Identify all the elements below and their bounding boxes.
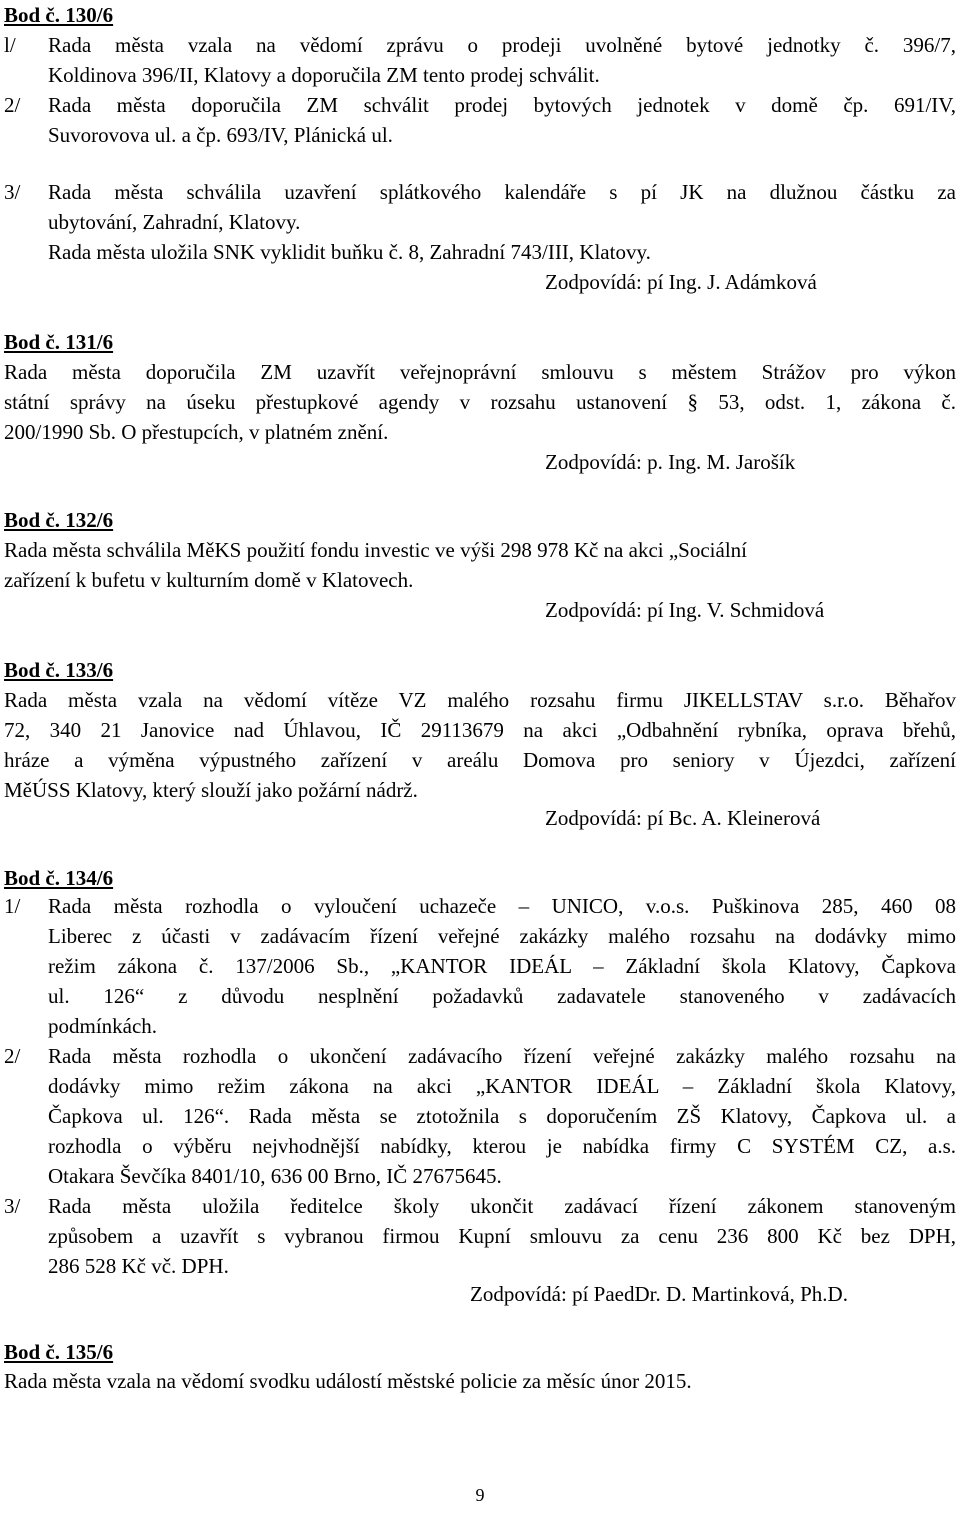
paragraph-line: Rada města uložila SNK vyklidit buňku č. 8, Zahradní 743/III, Klatovy. <box>48 240 651 264</box>
responsible-person: Zodpovídá: pí Ing. J. Adámková <box>545 270 817 294</box>
responsible-person: Zodpovídá: pí Bc. A. Kleinerová <box>545 806 821 830</box>
paragraph-line: způsobem a uzavřít s vybranou firmou Kupní smlouvu za cenu 236 800 Kč bez DPH, <box>48 1224 956 1248</box>
paragraph-line: Suvorovova ul. a čp. 693/IV, Plánická ul. <box>48 123 393 147</box>
responsible-person: Zodpovídá: p. Ing. M. Jarošík <box>545 450 796 474</box>
responsible-person: Zodpovídá: pí Ing. V. Schmidová <box>545 598 825 622</box>
page-number: 9 <box>475 1485 485 1505</box>
paragraph-line: Rada města doporučila ZM uzavřít veřejnoprávní smlouvu s městem Strážov pro výkon <box>4 360 956 384</box>
paragraph-line: zařízení k bufetu v kulturním domě v Klatovech. <box>4 568 414 592</box>
paragraph-line: Rada města schválila uzavření splátkového kalendáře s pí JK na dlužnou částku za <box>48 180 956 204</box>
paragraph-line: 286 528 Kč vč. DPH. <box>48 1254 229 1278</box>
paragraph-line: Rada města rozhodla o ukončení zadávacího řízení veřejné zakázky malého rozsahu na <box>48 1044 956 1068</box>
item-heading: Bod č. 135/6 <box>4 1340 114 1364</box>
item-heading: Bod č. 131/6 <box>4 330 114 354</box>
item-heading: Bod č. 134/6 <box>4 866 114 890</box>
paragraph-line: MěÚSS Klatovy, který slouží jako požární nádrž. <box>4 778 418 802</box>
point-number: l/ <box>4 33 16 57</box>
paragraph-line: Rada města rozhodla o vyloučení uchazeče – UNICO, v.o.s. Puškinova 285, 460 08 <box>48 894 956 918</box>
paragraph-line: režim zákona č. 137/2006 Sb., „KANTOR IDEÁL – Základní škola Klatovy, Čapkova <box>48 954 956 978</box>
item-heading: Bod č. 132/6 <box>4 508 114 532</box>
paragraph-line: Koldinova 396/II, Klatovy a doporučila ZM tento prodej schválit. <box>48 63 600 87</box>
point-number: 3/ <box>4 180 21 204</box>
paragraph-line: Rada města doporučila ZM schválit prodej bytových jednotek v domě čp. 691/IV, <box>48 93 956 117</box>
paragraph-line: Rada města uložila ředitelce školy ukončit zadávací řízení zákonem stanoveným <box>48 1194 956 1218</box>
point-number: 2/ <box>4 1044 21 1068</box>
item-heading: Bod č. 130/6 <box>4 3 114 27</box>
paragraph-line: 200/1990 Sb. O přestupcích, v platném znění. <box>4 420 389 444</box>
paragraph-line: dodávky mimo režim zákona na akci „KANTOR IDEÁL – Základní škola Klatovy, <box>48 1074 956 1098</box>
paragraph-line: Rada města vzala na vědomí vítěze VZ malého rozsahu firmu JIKELLSTAV s.r.o. Běhařov <box>4 688 956 712</box>
paragraph-line: hráze a výměna výpustného zařízení v areálu Domova pro seniory v Újezdci, zařízení <box>4 748 956 772</box>
point-number: 1/ <box>4 894 21 918</box>
paragraph-line: Liberec z účasti v zadávacím řízení veřejné zakázky malého rozsahu na dodávky mimo <box>48 924 956 948</box>
point-number: 3/ <box>4 1194 21 1218</box>
paragraph-line: státní správy na úseku přestupkové agendy v rozsahu ustanovení § 53, odst. 1, zákona č. <box>4 390 956 414</box>
item-heading: Bod č. 133/6 <box>4 658 114 682</box>
paragraph-line: rozhodla o výběru nejvhodnější nabídky, kterou je nabídka firmy C SYSTÉM CZ, a.s. <box>48 1134 956 1158</box>
paragraph-line: Rada města vzala na vědomí svodku událostí městské policie za měsíc únor 2015. <box>4 1369 692 1393</box>
responsible-person: Zodpovídá: pí PaedDr. D. Martinková, Ph.D. <box>470 1282 848 1306</box>
paragraph-line: Rada města schválila MěKS použití fondu investic ve výši 298 978 Kč na akci „Sociální <box>4 538 747 562</box>
paragraph-line: ul. 126“ z důvodu nesplnění požadavků zadavatele stanoveného v zadávacích <box>48 984 956 1008</box>
paragraph-line: Rada města vzala na vědomí zprávu o prodeji uvolněné bytové jednotky č. 396/7, <box>48 33 956 57</box>
point-number: 2/ <box>4 93 21 117</box>
paragraph-line: ubytování, Zahradní, Klatovy. <box>48 210 301 234</box>
paragraph-line: 72, 340 21 Janovice nad Úhlavou, IČ 29113679 na akci „Odbahnění rybníka, oprava břehů, <box>4 718 956 742</box>
paragraph-line: Otakara Ševčíka 8401/10, 636 00 Brno, IČ 27675645. <box>48 1164 502 1188</box>
paragraph-line: podmínkách. <box>48 1014 158 1038</box>
paragraph-line: Čapkova ul. 126“. Rada města se ztotožnila s doporučením ZŠ Klatovy, Čapkova ul. a <box>48 1104 956 1128</box>
